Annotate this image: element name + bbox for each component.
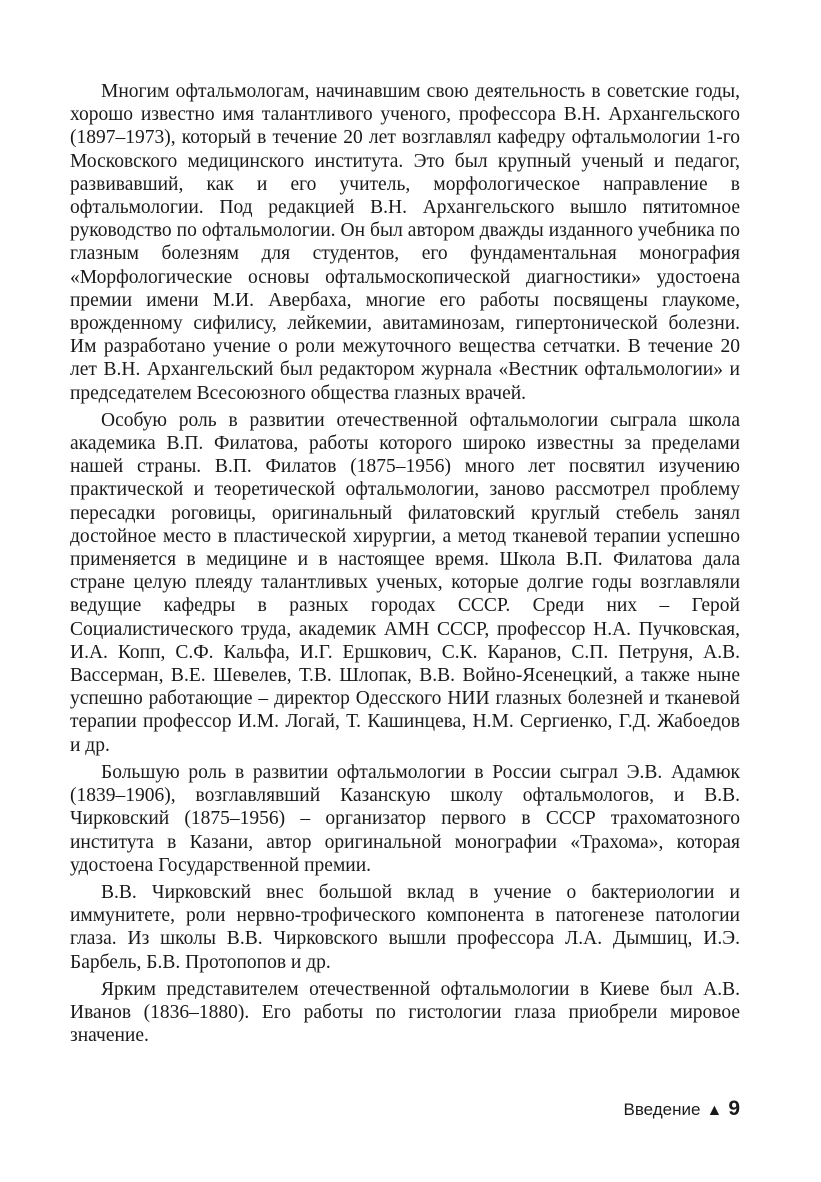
paragraph-ivanov: Ярким представителем отечественной офтальмологии в Киеве был А.В. Иванов (1836–1880). Его работы по гистологии глаза приобрели мировое значение. (70, 978, 740, 1047)
paragraph-kazan-school: Большую роль в развитии офтальмологии в России сыграл Э.В. Адамюк (1839–1906), возглавлявший Казанскую школу офтальмологов, и В.В. Чирковский (1875–1956) – организатор первого в СССР трахоматозного института в Казани, автор оригинальной монографии «Трахома», которая удостоена Государственной премии. (70, 761, 740, 876)
paragraph-arkhangelsky: Многим офтальмологам, начинавшим свою деятельность в советские годы, хорошо известно имя талантливого ученого, профессора В.Н. Архангельского (1897–1973), который в течение 20 лет возглавлял кафедру офтальмологии 1-го Московского медицинского института. Это был крупный ученый и педагог, развивавший, как и его учитель, морфологическое направление в офтальмологии. Под редакцией В.Н. Архангельского вышло пятитомное руководство по офтальмологии. Он был автором дважды изданного учебника по глазным болезням для студентов, его фундаментальная монография «Морфологические основы офтальмоскопической диагностики» удостоена премии имени М.И. Авербаха, многие его работы посвящены глаукоме, врожденному сифилису, лейкемии, авитаминозам, гипертонической болезни. Им разработано учение о роли межуточного вещества сетчатки. В течение 20 лет В.Н. Архангельский был редактором журнала «Вестник офтальмологии» и председателем Всесоюзного общества глазных врачей. (70, 81, 740, 404)
paragraph-chirkovsky: В.В. Чирковский внес большой вклад в учение о бактериологии и иммунитете, роли нервно-трофического компонента в патогенезе патологии глаза. Из школы В.В. Чирковского вышли профессора Л.А. Дымшиц, И.Э. Барбель, Б.В. Протопопов и др. (70, 881, 740, 973)
triangle-up-icon: ▲ (706, 1102, 723, 1119)
document-body (70, 80, 740, 1047)
page-number: 9 (728, 1097, 740, 1120)
page-footer (623, 1097, 740, 1121)
paragraph-filatov-school: Особую роль в развитии отечественной офтальмологии сыграла школа академика В.П. Филатова, работы которого широко известны за пределами нашей страны. В.П. Филатов (1875–1956) много лет посвятил изучению практической и теоретической офтальмологии, заново рассмотрел проблему пересадки роговицы, оригинальный филатовский круглый стебель занял достойное место в пластической хирургии, а метод тканевой терапии успешно применяется в медицине и в настоящее время. Школа В.П. Филатова дала стране целую плеяду талантливых ученых, которые долгие годы возглавляли ведущие кафедры в разных городах СССР. Среди них – Герой Социалистического труда, академик АМН СССР, профессор Н.А. Пучковская, И.А. Копп, С.Ф. Кальфа, И.Г. Ершкович, С.К. Каранов, С.П. Петруня, А.В. Вассерман, В.Е. Шевелев, Т.В. Шлопак, В.В. Войно-Ясенецкий, а также ныне успешно работающие – директор Одесского НИИ глазных болезней и тканевой терапии профессор И.М. Логай, Т. Кашинцева, Н.М. Сергиенко, Г.Д. Жабоедов и др. (70, 409, 740, 756)
footer-section-title: Введение (623, 1100, 701, 1119)
